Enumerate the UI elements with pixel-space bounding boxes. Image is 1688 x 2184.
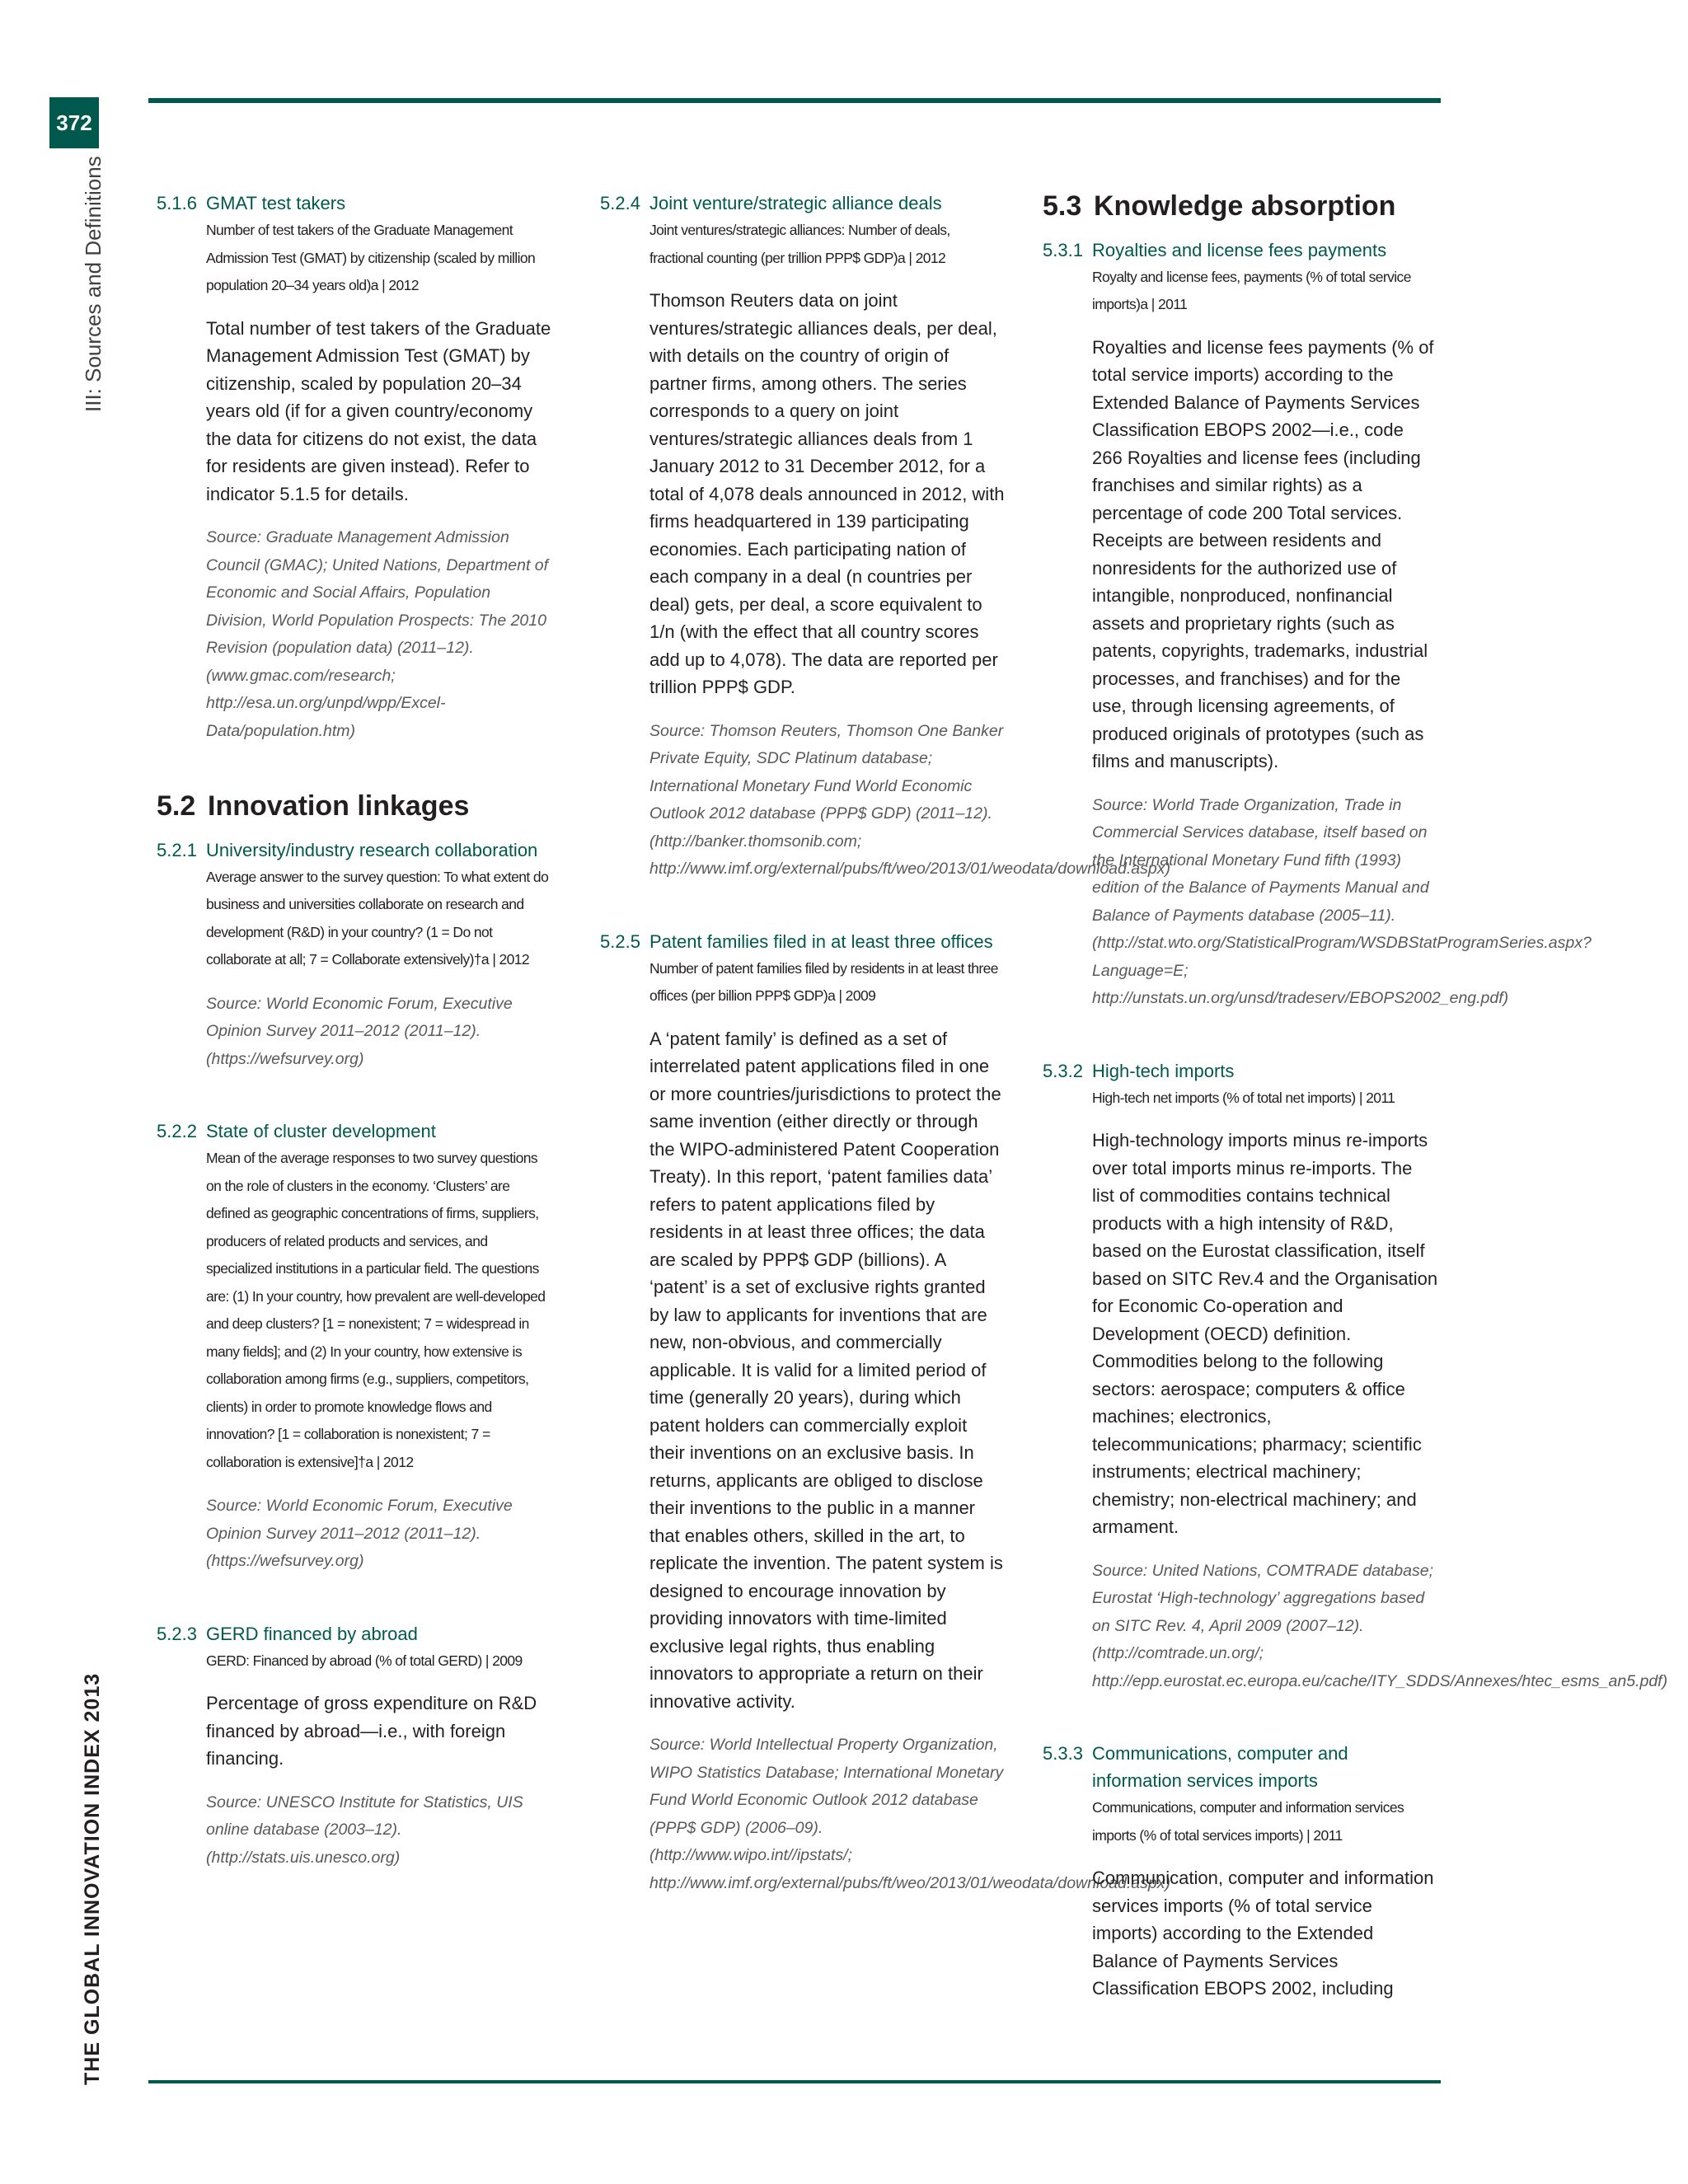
indicator-description: High-technology imports minus re-imports over total imports minus re-imports. The list of commodities contains technical products with a high intensity of R&D, based on the Eurostat classification, itself based on SITC Rev.4 and the Organisation for Economic Co-operation and Development (OECD) definition. Commodities belong to the following sectors: aerospace; computers & office machines; electronics, telecommunications; pharmacy; scientific instruments; electrical machinery; chemistry; non-electrical machinery; and armament.	[1092, 1130, 1438, 1538]
indicator-subtitle: Number of patent families filed by residents in at least three offices (per billion PPP$ GDP)a | 2009	[649, 959, 998, 1004]
indicator-source: Source: World Economic Forum, Executive Opinion Survey 2011–2012 (2011–12). (https://wefsurvey.org)	[206, 994, 513, 1068]
indicator-heading	[157, 837, 552, 864]
indicator-title: State of cluster development	[206, 1121, 436, 1142]
indicator-heading	[600, 190, 1006, 217]
indicator-heading	[157, 1118, 552, 1145]
column-3	[1043, 190, 1668, 2047]
side-publication-title: THE GLOBAL INNOVATION INDEX 2013	[81, 1672, 104, 2085]
indicator-subtitle: Mean of the average responses to two survey questions on the role of clusters in the economy. ‘Clusters’ are defined as geographic concentrations of firms, suppliers, producers of related products and services, and specialized institutions in a particular field. The questions are: (1) In your country, how prevalent are well-developed and deep clusters? [1 = nonexistent; 7 = widespread in many fields]; and (2) In your country, how extensive is collaboration among firms (e.g., suppliers, competitors, clients) in order to promote knowledge flows and innovation? [1 = collaboration is nonexistent; 7 = collaboration is extensive]†a | 2012	[206, 1150, 546, 1470]
indicator-description: Total number of test takers of the Graduate Management Admission Test (GMAT) by citizenship, scaled by population 20–34 years old (if for a given country/economy the data for citizens do not exist, the data for residents are given instead). Refer to indicator 5.1.5 for details.	[206, 317, 551, 504]
indicator-number: 5.2.1	[157, 839, 197, 860]
indicator-title: High-tech imports	[1092, 1060, 1235, 1081]
indicator-5-2-3	[157, 1620, 552, 1872]
indicator-description: Royalties and license fees payments (% of total service imports) according to the Extended Balance of Payments Services Classification EBOPS 2002—i.e., code 266 Royalties and license fees (including franchises and similar rights) as a percentage of code 200 Total services. Receipts are between residents and nonresidents for the authorized use of intangible, nonproduced, nonfinancial assets and proprietary rights (such as patents, copyrights, trademarks, industrial processes, and franchises) and for the use, through licensing agreements, of produced originals of prototypes (such as films and manuscripts).	[1092, 336, 1434, 772]
indicator-number: 5.1.6	[157, 193, 197, 213]
section-number: 5.2	[157, 790, 196, 822]
indicator-subtitle: Joint ventures/strategic alliances: Number of deals, fractional counting (per trillion PPP$ GDP)a | 2012	[649, 222, 950, 266]
indicator-source: Source: World Intellectual Property Organization, WIPO Statistics Database; International Monetary Fund World Economic Outlook 2012 database (PPP$ GDP) (2006–09). (http://www.wipo.int//ipstats/; http://www.imf.org/external/pubs/ft/weo/2013/01/weodata/download.aspx)	[649, 1736, 1170, 1892]
indicator-number: 5.2.2	[157, 1121, 197, 1142]
indicator-source: Source: Graduate Management Admission Council (GMAC); United Nations, Department of Economic and Social Affairs, Population Division, World Population Prospects: The 2010 Revision (population data) (2011–12). (www.gmac.com/research; http://esa.un.org/unpd/wpp/Excel-Data/population.htm)	[206, 528, 549, 740]
section-heading-5-3	[1043, 190, 1438, 223]
column-1	[157, 190, 552, 1916]
indicator-title: University/industry research collaboration	[206, 839, 538, 860]
indicator-source: Source: World Economic Forum, Executive Opinion Survey 2011–2012 (2011–12). (https://wefsurvey.org)	[206, 1497, 513, 1571]
indicator-heading	[1043, 237, 1438, 264]
indicator-subtitle: High-tech net imports (% of total net imports) | 2011	[1092, 1089, 1395, 1106]
indicator-number: 5.2.3	[157, 1623, 197, 1644]
indicator-number: 5.3.1	[1043, 239, 1083, 260]
indicator-5-3-1	[1043, 237, 1592, 1013]
indicator-description: Thomson Reuters data on joint ventures/strategic alliances deals, per deal, with details on the country of origin of partner firms, among others. The series corresponds to a query on joint ventures/strategic alliances deals from 1 January 2012 to 31 December 2012, for a total of 4,078 deals announced in 2012, with firms headquartered in 139 participating economies. Each participating nation of each company in a deal (n countries per deal) gets, per deal, a score equivalent to 1/n (with the effect that all country scores add up to 4,078). The data are reported per trillion PPP$ GDP.	[649, 290, 1005, 697]
section-title: Knowledge absorption	[1094, 190, 1396, 222]
indicator-title: Joint venture/strategic alliance deals	[649, 193, 942, 213]
indicator-source: Source: Thomson Reuters, Thomson One Banker Private Equity, SDC Platinum database; International Monetary Fund World Economic Outlook 2012 database (PPP$ GDP) (2011–12). (http://banker.thomsonib.com; http://www.imf.org/external/pubs/ft/weo/2013/01/weodata/download.aspx)	[649, 721, 1170, 878]
side-section-label: III: Sources and Definitions	[81, 156, 106, 412]
indicator-title: Royalties and license fees payments	[1092, 239, 1387, 260]
indicator-heading	[600, 928, 1006, 955]
indicator-heading	[1043, 1740, 1438, 1794]
section-number: 5.3	[1043, 190, 1082, 222]
indicator-5-3-2	[1043, 1057, 1668, 1696]
indicator-5-1-6	[157, 190, 552, 745]
indicator-number: 5.3.2	[1043, 1060, 1083, 1081]
indicator-5-3-3	[1043, 1740, 1438, 2003]
indicator-subtitle: Communications, computer and information services imports (% of total services imports) | 2011	[1092, 1799, 1404, 1844]
indicator-heading	[157, 190, 552, 217]
indicator-subtitle: Number of test takers of the Graduate Management Admission Test (GMAT) by citizenship (scaled by million population 20–34 years old)a | 2012	[206, 222, 536, 293]
bottom-rule	[148, 2080, 1441, 2083]
page-number: 372	[49, 97, 99, 148]
indicator-description: Communication, computer and information services imports (% of total service imports) according to the Extended Balance of Payments Services Classification EBOPS 2002, including	[1092, 1868, 1434, 1999]
indicator-number: 5.2.5	[600, 930, 640, 952]
indicator-subtitle: Royalty and license fees, payments (% of total service imports)a | 2011	[1092, 268, 1411, 313]
indicator-subtitle: Average answer to the survey question: To what extent do business and universities collaborate on research and development (R&D) in your country? (1 = Do not collaborate at all; 7 = Collaborate extensively)†a | 2012	[206, 868, 549, 968]
indicator-description: A ‘patent family’ is defined as a set of interrelated patent applications filed in one or more countries/jurisdictions to protect the same invention (either directly or through the WIPO-administered Patent Cooperation Treaty). In this report, ‘patent families data’ refers to patent applications filed by residents in at least three offices; the data are scaled by PPP$ GDP (billions). A ‘patent’ is a set of exclusive rights granted by law to applicants for inventions that are new, non-obvious, and commercially applicable. It is valid for a limited period of time (generally 20 years), during which patent holders can commercially exploit their inventions on an exclusive basis. In returns, applicants are obliged to disclose their inventions to the public in a manner that enables others, skilled in the art, to replicate the invention. The patent system is designed to encourage innovation by providing innovators with time-limited exclusive legal rights, thus enabling innovators to appropriate a return on their innovative activity.	[649, 1028, 1003, 1712]
indicator-title: GERD financed by abroad	[206, 1623, 418, 1644]
indicator-5-2-2	[157, 1118, 552, 1576]
indicator-5-2-1	[157, 837, 552, 1074]
indicator-source: Source: United Nations, COMTRADE database; Eurostat ‘High-technology’ aggregations based on SITC Rev. 4, April 2009 (2007–12). (http://comtrade.un.org/; http://epp.eurostat.ec.europa.eu/cache/ITY_SDDS/Annexes/htec_esms_an5.pdf)	[1092, 1561, 1668, 1690]
indicator-title: Patent families filed in at least three offices	[649, 930, 993, 952]
indicator-title: Communications, computer and information services imports	[1092, 1743, 1348, 1792]
indicator-heading	[1043, 1057, 1438, 1085]
indicator-number: 5.2.4	[600, 193, 640, 213]
indicator-heading	[157, 1620, 552, 1647]
indicator-title: GMAT test takers	[206, 193, 346, 213]
section-title: Innovation linkages	[208, 790, 470, 822]
top-rule	[148, 98, 1441, 103]
section-heading-5-2	[157, 790, 552, 823]
indicator-description: Percentage of gross expenditure on R&D financed by abroad—i.e., with foreign financing.	[206, 1693, 537, 1769]
indicator-number: 5.3.3	[1043, 1743, 1083, 1765]
indicator-subtitle: GERD: Financed by abroad (% of total GERD) | 2009	[206, 1652, 523, 1669]
indicator-source: Source: World Trade Organization, Trade in Commercial Services database, itself based on the International Monetary Fund fifth (1993) edition of the Balance of Payments Manual and Balance of Payments database (2005–11). (http://stat.wto.org/StatisticalProgram/WSDBStatProgramSeries.aspx?Language=E; http://unstats.un.org/unsd/tradeserv/EBOPS2002_eng.pdf)	[1092, 795, 1592, 1008]
indicator-source: Source: UNESCO Institute for Statistics, UIS online database (2003–12). (http://stats.uis.unesco.org)	[206, 1793, 523, 1867]
